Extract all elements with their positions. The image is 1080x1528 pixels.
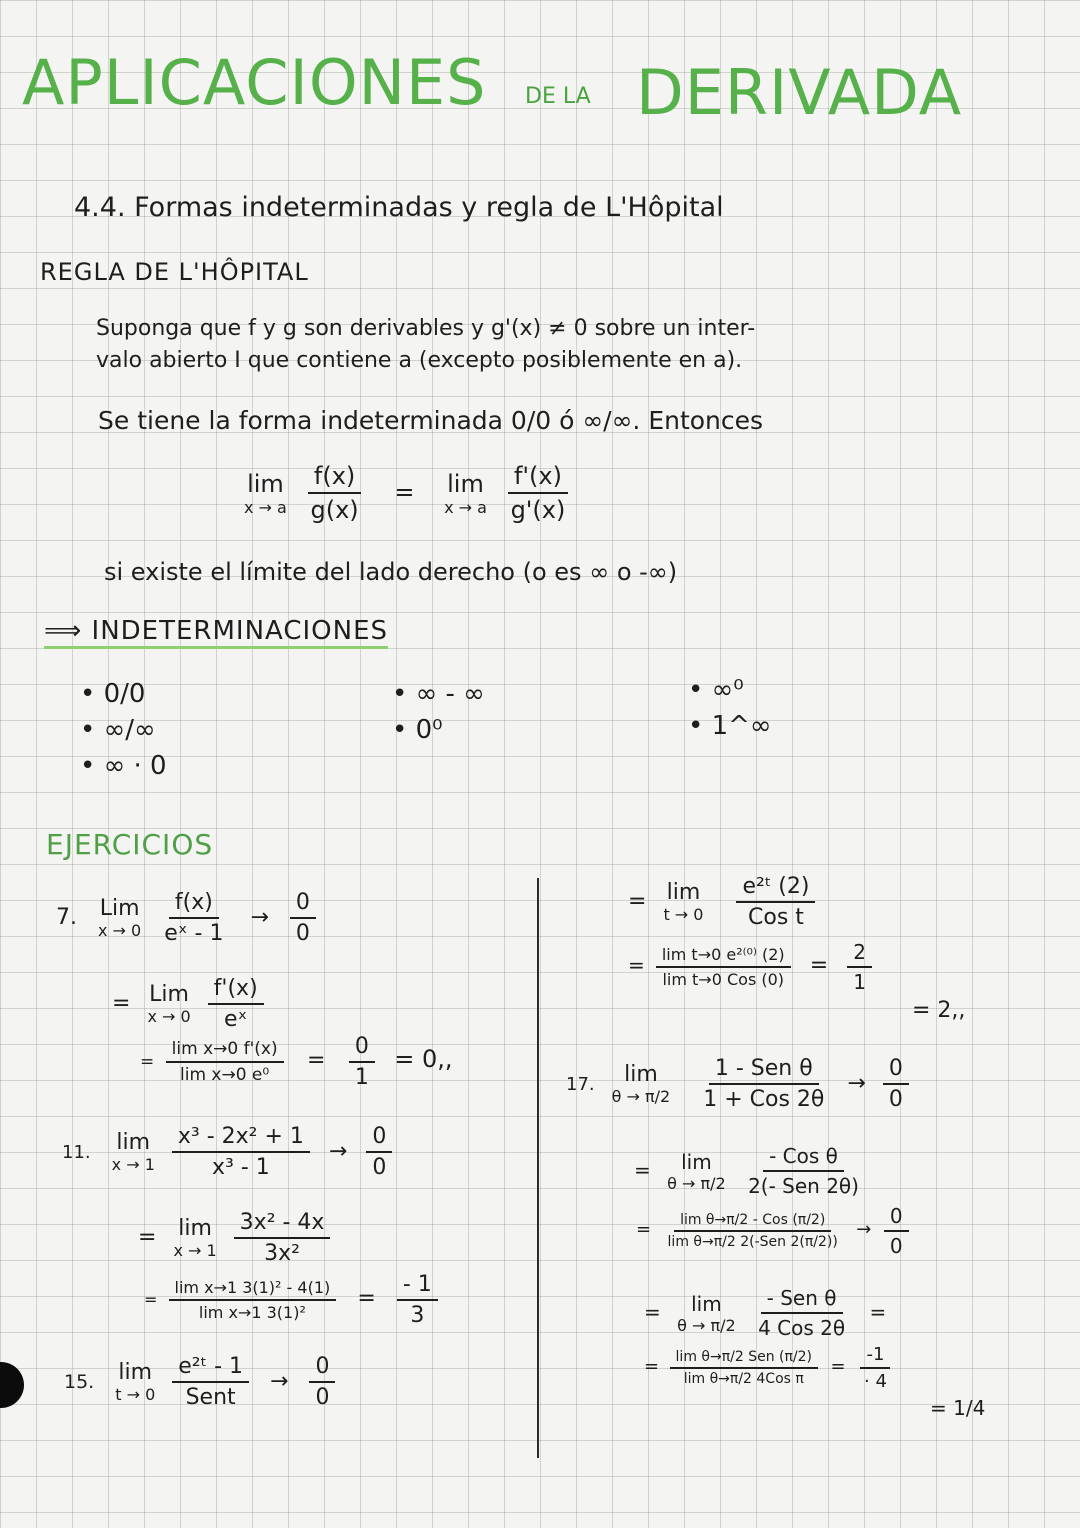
denominator: x³ - 1 [212, 1155, 270, 1180]
fraction [736, 874, 815, 930]
limit-operator-rhs [444, 470, 487, 517]
column-divider [537, 878, 539, 1458]
denominator: Sent [185, 1385, 236, 1410]
lhs-denominator: g(x) [310, 496, 359, 524]
limit-subscript: t → 0 [663, 905, 704, 924]
exercise-15-line-2 [628, 874, 815, 930]
limit-subscript: x → 1 [111, 1155, 155, 1174]
limit-subscript: x → a [244, 497, 287, 517]
denominator: 1 [354, 1065, 369, 1090]
denominator: 3 [410, 1303, 425, 1328]
numerator: 0 [349, 1034, 375, 1063]
rule-heading: REGLA DE L'HÔPITAL [40, 258, 309, 286]
denominator: lim θ→π/2 4Cos π [683, 1371, 804, 1387]
denominator: 0 [295, 921, 310, 946]
exercise-17-line-4 [644, 1286, 886, 1340]
denominator: eˣ [224, 1007, 248, 1032]
limit-subscript: t → 0 [115, 1385, 156, 1404]
fraction [742, 1144, 865, 1198]
numerator: lim x→0 f'(x) [166, 1039, 284, 1063]
lhopital-formula [244, 462, 571, 524]
denominator: 0 [372, 1155, 387, 1180]
numerator: - Cos θ [763, 1144, 844, 1172]
numerator: 1 - Sen θ [709, 1056, 819, 1085]
numerator: f(x) [169, 890, 219, 919]
statement-line-1: Suponga que f y g son derivables y g'(x) ≠ 0 sobre un inter- [96, 316, 756, 341]
equals-sign: = [644, 1299, 661, 1324]
equals-sign: = [140, 1052, 155, 1072]
numerator: 0 [290, 890, 316, 919]
section-heading: 4.4. Formas indeterminadas y regla de L'Hôpital [74, 192, 724, 223]
exercise-17-line-1 [566, 1056, 909, 1112]
numerator: e²ᵗ (2) [736, 874, 815, 903]
equals-sign: = [138, 1225, 157, 1250]
indeterminations-col-1 [80, 676, 167, 784]
numerator: - 1 [397, 1272, 438, 1301]
denominator: · 4 [864, 1371, 887, 1392]
equals-sign: = [830, 1356, 846, 1377]
limit-subscript: θ → π/2 [667, 1173, 726, 1193]
denominator: lim t→0 Cos (0) [662, 970, 785, 989]
exercise-11-line-2 [138, 1210, 330, 1266]
equals-sign: = [357, 1285, 376, 1311]
lhs-numerator: f(x) [308, 462, 361, 494]
denominator: Cos t [748, 905, 804, 930]
equals-sign: = [628, 952, 645, 977]
exercise-15-result: = 2,, [912, 998, 966, 1023]
exercises-heading: EJERCICIOS [46, 828, 214, 861]
equals-sign: = [636, 1219, 652, 1240]
numerator: lim θ→π/2 Sen (π/2) [670, 1349, 818, 1369]
arrow: → [250, 905, 269, 930]
statement-line-3: Se tiene la forma indeterminada 0/0 ó ∞/∞. Entonces [98, 406, 764, 435]
condition-text: si existe el límite del lado derecho (o es ∞ o -∞) [104, 558, 678, 586]
indet-item: • ∞ · 0 [80, 751, 167, 781]
equals-sign: = [634, 1157, 651, 1182]
exercise-17-line-5 [644, 1344, 893, 1392]
indet-item: • 0⁰ [392, 715, 443, 745]
denominator: 0 [888, 1087, 903, 1112]
limit-label: lim [247, 469, 284, 498]
limit-subscript: θ → π/2 [611, 1087, 671, 1106]
result-fraction [349, 1034, 375, 1090]
fraction [158, 890, 229, 946]
arrow: → [270, 1369, 289, 1394]
exercise-17-line-2 [634, 1144, 865, 1198]
statement-line-2: valo abierto I que contiene a (excepto posiblemente en a). [96, 348, 743, 373]
limit-operator [244, 470, 287, 517]
title-part1: APLICACIONES [22, 46, 487, 119]
rhs-fraction [505, 462, 572, 524]
limit-label: lim [666, 880, 701, 905]
fraction [670, 1349, 818, 1387]
denominator: 1 + Cos 2θ [703, 1087, 825, 1112]
limit-label-rhs: lim [447, 469, 484, 498]
result-fraction [884, 1204, 909, 1258]
result-fraction [309, 1354, 335, 1410]
denominator: 0 [889, 1234, 903, 1258]
title-part2: DE LA [525, 84, 591, 109]
denominator: 1 [853, 970, 867, 994]
limit-subscript: x → 1 [173, 1241, 217, 1260]
limit-subscript: θ → π/2 [677, 1315, 736, 1335]
equals-sign: = [628, 889, 647, 914]
numerator: e²ᵗ - 1 [172, 1354, 249, 1383]
indeterminations-col-3 [688, 672, 772, 744]
arrow: → [856, 1219, 872, 1240]
fraction [662, 1212, 844, 1250]
denominator: eˣ - 1 [164, 921, 224, 946]
exercise-number: 7. [56, 905, 77, 930]
arrow: → [328, 1139, 348, 1164]
result: = 0,, [394, 1045, 453, 1073]
denominator: 4 Cos 2θ [758, 1316, 846, 1340]
limit-subscript-rhs: x → a [444, 497, 487, 517]
numerator: 0 [366, 1124, 392, 1153]
binder-hole [0, 1362, 24, 1408]
equals-sign: = [644, 1356, 660, 1377]
result-fraction [847, 940, 872, 994]
numerator: x³ - 2x² + 1 [172, 1124, 310, 1153]
result-fraction [883, 1056, 909, 1112]
rhs-numerator: f'(x) [508, 462, 568, 494]
equals-sign: = [869, 1299, 887, 1324]
numerator: -1 [860, 1344, 890, 1369]
limit-label: lim [691, 1291, 722, 1316]
limit-label: lim [178, 1216, 212, 1241]
indeterminations-col-2 [392, 676, 485, 748]
exercise-7-line-3 [140, 1034, 453, 1090]
lhs-fraction [305, 462, 365, 524]
fraction [752, 1286, 851, 1340]
limit-label: lim [118, 1360, 153, 1385]
exercise-number: 15. [64, 1371, 95, 1393]
limit-label: lim [116, 1130, 151, 1155]
result-fraction [366, 1124, 392, 1180]
equals-sign: = [112, 991, 131, 1016]
limit-subscript: x → 0 [147, 1007, 191, 1026]
indet-item: • 1^∞ [688, 711, 772, 741]
result-fraction [397, 1272, 438, 1328]
denominator: 0 [315, 1385, 330, 1410]
equals-sign: = [809, 952, 829, 978]
title-part3: DERIVADA [636, 56, 963, 129]
exercise-15-line-1 [64, 1354, 335, 1410]
fraction [166, 1039, 284, 1085]
fraction [208, 976, 264, 1032]
equals-sign: = [394, 478, 415, 506]
numerator: 2 [847, 940, 872, 968]
exercise-11-line-3 [144, 1272, 438, 1328]
fraction [697, 1056, 830, 1112]
numerator: - Sen θ [761, 1286, 843, 1314]
fraction [172, 1354, 249, 1410]
numerator: 0 [884, 1204, 909, 1232]
limit-subscript: x → 0 [98, 921, 142, 940]
denominator: lim x→0 e⁰ [180, 1065, 270, 1085]
exercise-number: 11. [62, 1142, 91, 1163]
numerator: lim x→1 3(1)² - 4(1) [169, 1278, 337, 1301]
indet-item: • ∞⁰ [688, 675, 744, 705]
limit-label: Lim [99, 896, 140, 921]
indet-item: • ∞ - ∞ [392, 679, 485, 709]
result-fraction [858, 1344, 893, 1392]
denominator: 3x² [264, 1241, 300, 1266]
numerator: 0 [883, 1056, 909, 1085]
equals-sign: = [144, 1289, 158, 1309]
rhs-denominator: g'(x) [510, 496, 566, 524]
fraction [656, 945, 791, 989]
numerator: 3x² - 4x [234, 1210, 331, 1239]
exercise-17-line-3 [636, 1204, 909, 1258]
exercise-7-line-1 [56, 890, 316, 946]
arrow: → [847, 1071, 866, 1096]
numerator: lim t→0 e²⁽⁰⁾ (2) [656, 945, 791, 968]
numerator: f'(x) [208, 976, 264, 1005]
equals-sign: = [306, 1048, 326, 1073]
denominator: lim x→1 3(1)² [198, 1303, 306, 1322]
limit-label: lim [624, 1062, 658, 1087]
indet-item: • 0/0 [80, 679, 146, 709]
result-fraction [290, 890, 316, 946]
exercise-15-line-3 [628, 940, 872, 994]
fraction [169, 1278, 337, 1322]
limit-label: lim [681, 1149, 712, 1174]
exercise-11-line-1 [62, 1124, 392, 1180]
limit-label: Lim [149, 982, 189, 1007]
exercise-7-line-2 [112, 976, 264, 1032]
fraction [234, 1210, 331, 1266]
indeterminations-heading: ⟹ INDETERMINACIONES [44, 616, 388, 649]
indet-item: • ∞/∞ [80, 715, 156, 745]
exercise-number: 17. [566, 1074, 595, 1095]
exercise-17-result: = 1/4 [930, 1396, 986, 1420]
denominator: lim θ→π/2 2(-Sen 2(π/2)) [667, 1234, 838, 1250]
numerator: lim θ→π/2 - Cos (π/2) [674, 1212, 831, 1232]
numerator: 0 [309, 1354, 335, 1383]
fraction [172, 1124, 310, 1180]
denominator: 2(- Sen 2θ) [748, 1174, 859, 1198]
